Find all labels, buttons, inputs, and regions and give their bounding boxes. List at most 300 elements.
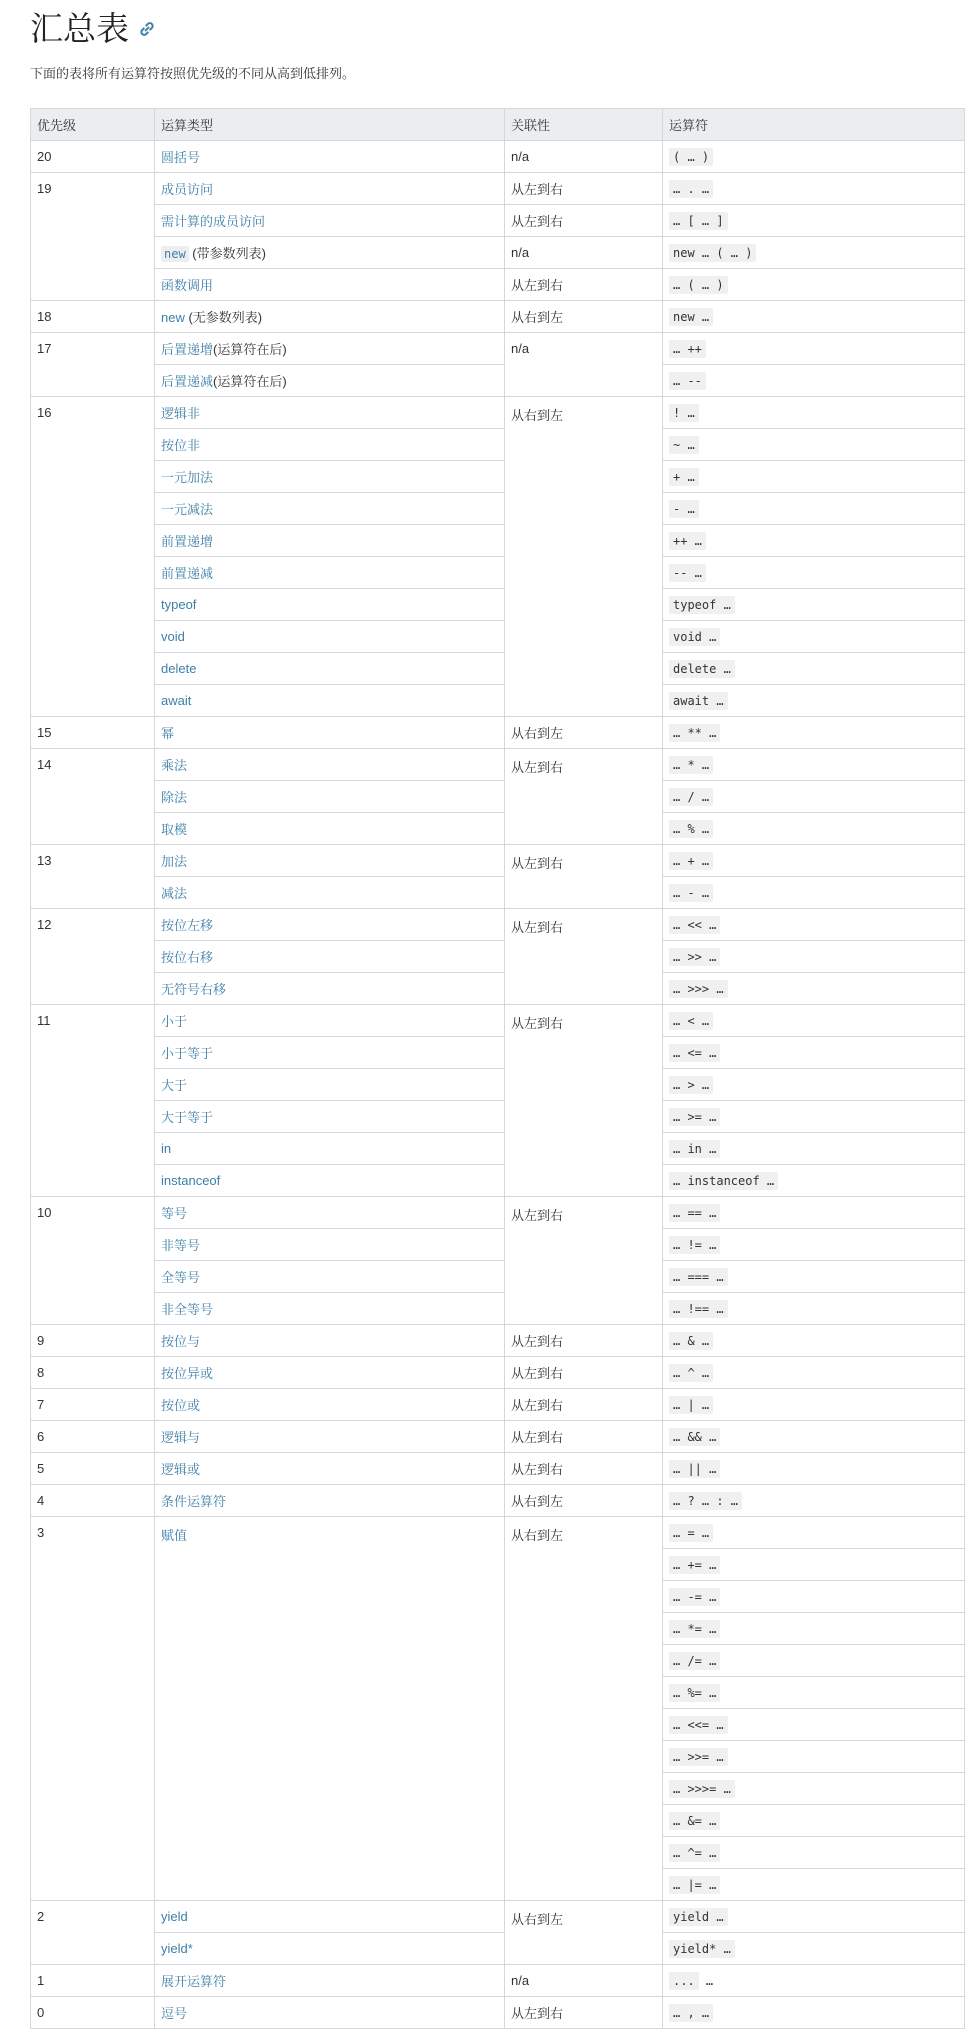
operation-type-cell (155, 749, 505, 781)
operation-type-cell (155, 685, 505, 717)
table-row (31, 525, 965, 557)
operation-type-note: (无参数列表) (184, 310, 263, 325)
precedence-cell: 4 (31, 1485, 155, 1517)
associativity-cell: 从左到右 (505, 1997, 663, 2029)
operator-code: … <= … (669, 1044, 720, 1062)
operation-type-link[interactable]: 除法 (161, 790, 188, 805)
operation-type-link[interactable]: 非全等号 (161, 1302, 214, 1317)
header-associativity: 关联性 (505, 109, 663, 141)
operator-code: … && … (669, 1428, 720, 1446)
associativity-cell: 从左到右 (505, 749, 663, 845)
operator-cell (663, 1677, 965, 1709)
operator-cell (663, 397, 965, 429)
operator-cell (663, 941, 965, 973)
operator-code: … * … (669, 756, 713, 774)
operation-type-link[interactable]: 按位或 (161, 1398, 201, 1413)
table-row (31, 973, 965, 1005)
table-row (31, 429, 965, 461)
operation-type-link[interactable]: 前置递增 (161, 534, 214, 549)
operation-type-link[interactable]: 逗号 (161, 2006, 188, 2021)
operator-code: … *= … (669, 1620, 720, 1638)
operator-code: … - … (669, 884, 713, 902)
operator-cell (663, 1293, 965, 1325)
operator-code: … ( … ) (669, 276, 728, 294)
operator-cell (663, 685, 965, 717)
operator-code: … >>>= … (669, 1780, 735, 1798)
operator-cell (663, 1485, 965, 1517)
operation-type-cell (155, 1165, 505, 1197)
table-row (31, 269, 965, 301)
precedence-cell: 16 (31, 397, 155, 717)
operation-type-cell (155, 205, 505, 237)
operator-cell (663, 365, 965, 397)
associativity-cell: 从左到右 (505, 1453, 663, 1485)
operator-code: … >>= … (669, 1748, 728, 1766)
operator-cell (663, 333, 965, 365)
associativity-cell: 从右到左 (505, 397, 663, 717)
operation-type-cell (155, 1229, 505, 1261)
table-row (31, 941, 965, 973)
operator-code: … < … (669, 1012, 713, 1030)
operation-type-cell (155, 1485, 505, 1517)
operator-cell (663, 877, 965, 909)
operator-cell (663, 1197, 965, 1229)
operator-cell (663, 781, 965, 813)
operation-type-cell (155, 1389, 505, 1421)
operator-cell (663, 909, 965, 941)
operator-code: - … (669, 500, 699, 518)
operator-cell (663, 589, 965, 621)
operation-type-link[interactable]: delete (161, 661, 197, 676)
operation-type-link[interactable]: void (161, 629, 185, 644)
precedence-cell: 18 (31, 301, 155, 333)
table-header (31, 109, 965, 141)
operation-type-cell (155, 1901, 505, 1933)
operator-suffix: … (698, 1974, 714, 1988)
operator-cell (663, 1005, 965, 1037)
operator-code: await … (669, 692, 728, 710)
operator-cell (663, 1709, 965, 1741)
operator-cell (663, 1613, 965, 1645)
operator-cell (663, 749, 965, 781)
operation-type-cell (155, 1197, 505, 1229)
table-row (31, 1165, 965, 1197)
operator-code: … ^= … (669, 1844, 720, 1862)
operation-type-link[interactable]: 成员访问 (161, 182, 214, 197)
operator-cell (663, 461, 965, 493)
operator-cell (663, 1357, 965, 1389)
operation-type-cell (155, 1101, 505, 1133)
operation-type-cell (155, 1069, 505, 1101)
operator-code: … -= … (669, 1588, 720, 1606)
operator-cell (663, 1549, 965, 1581)
operator-cell (663, 1229, 965, 1261)
table-row (31, 1133, 965, 1165)
operation-type-cell (155, 1325, 505, 1357)
operation-type-cell (155, 141, 505, 173)
operation-type-link[interactable]: 按位异或 (161, 1366, 214, 1381)
operator-cell (663, 1645, 965, 1677)
table-row (31, 1389, 965, 1421)
operation-type-cell (155, 589, 505, 621)
table-row (31, 237, 965, 269)
operator-code: … ^ … (669, 1364, 713, 1382)
table-row (31, 909, 965, 941)
associativity-cell: 从左到右 (505, 1197, 663, 1325)
operator-cell (663, 1453, 965, 1485)
table-row (31, 1965, 965, 1997)
operator-code: … in … (669, 1140, 720, 1158)
operation-type-cell (155, 1133, 505, 1165)
operation-type-link[interactable]: 后置递减 (161, 374, 214, 389)
operator-code: … &= … (669, 1812, 720, 1830)
operator-code: … | … (669, 1396, 713, 1414)
operation-type-link[interactable]: 小于等于 (161, 1046, 214, 1061)
operator-code: ++ … (669, 532, 706, 550)
table-row (31, 461, 965, 493)
operator-code: -- … (669, 564, 706, 582)
operation-type-cell (155, 653, 505, 685)
operation-type-link[interactable]: yield (161, 1909, 188, 1924)
operation-type-link[interactable]: 取模 (161, 822, 188, 837)
operation-type-link[interactable]: 圆括号 (161, 150, 201, 165)
header-operation-type: 运算类型 (155, 109, 505, 141)
operation-type-link[interactable]: 按位右移 (161, 950, 214, 965)
operator-cell (663, 429, 965, 461)
table-row (31, 205, 965, 237)
table-row (31, 1901, 965, 1933)
associativity-cell: n/a (505, 141, 663, 173)
precedence-cell: 1 (31, 1965, 155, 1997)
operator-cell (663, 525, 965, 557)
operation-type-link[interactable]: 幂 (161, 726, 175, 741)
operation-type-link[interactable]: 函数调用 (161, 278, 214, 293)
operator-code: … >= … (669, 1108, 720, 1126)
chain-link-icon-svg (139, 21, 155, 37)
operation-type-link[interactable]: 赋值 (161, 1528, 188, 1543)
table-row (31, 1453, 965, 1485)
operator-cell (663, 1421, 965, 1453)
operation-type-link[interactable]: 加法 (161, 854, 188, 869)
operator-code: … === … (669, 1268, 728, 1286)
precedence-cell: 13 (31, 845, 155, 909)
operation-type-link[interactable]: 一元减法 (161, 502, 214, 517)
operator-cell (663, 1389, 965, 1421)
table-row (31, 1933, 965, 1965)
chain-link-icon[interactable] (139, 21, 155, 37)
operator-code: ! … (669, 404, 699, 422)
operator-cell (663, 653, 965, 685)
table-row (31, 813, 965, 845)
operator-code: … %= … (669, 1684, 720, 1702)
operator-code: delete … (669, 660, 735, 678)
operation-type-link[interactable]: await (161, 693, 192, 708)
operator-cell (663, 1773, 965, 1805)
table-row (31, 1197, 965, 1229)
associativity-cell: 从左到右 (505, 1389, 663, 1421)
operator-code: void … (669, 628, 720, 646)
table-row (31, 1485, 965, 1517)
operation-type-link[interactable]: 展开运算符 (161, 1974, 227, 1989)
operation-type-cell (155, 781, 505, 813)
table-row (31, 301, 965, 333)
associativity-cell: 从左到右 (505, 173, 663, 205)
operator-code: … -- (669, 372, 706, 390)
operator-code: … [ … ] (669, 212, 728, 230)
operator-code: … % … (669, 820, 713, 838)
operator-cell (663, 973, 965, 1005)
operator-cell (663, 1037, 965, 1069)
table-row (31, 845, 965, 877)
table-row (31, 493, 965, 525)
operation-type-cell (155, 621, 505, 653)
operator-code: … . … (669, 180, 713, 198)
operation-type-link[interactable]: 逻辑与 (161, 1430, 201, 1445)
associativity-cell: 从右到左 (505, 1485, 663, 1517)
table-row (31, 1101, 965, 1133)
operator-cell (663, 1165, 965, 1197)
operator-cell (663, 205, 965, 237)
table-header-row (31, 109, 965, 141)
operator-code: typeof … (669, 596, 735, 614)
operation-type-cell (155, 1997, 505, 2029)
operation-type-note: (带参数列表) (188, 246, 266, 261)
operation-type-note: (运算符在后) (213, 374, 287, 389)
precedence-cell: 8 (31, 1357, 155, 1389)
operation-type-link[interactable]: 大于 (161, 1078, 188, 1093)
operation-type-link[interactable]: 全等号 (161, 1270, 201, 1285)
precedence-cell: 7 (31, 1389, 155, 1421)
operation-type-link[interactable]: 后置递增 (161, 342, 214, 357)
operation-type-cell (155, 525, 505, 557)
operator-code: … , … (669, 2004, 713, 2022)
precedence-cell: 2 (31, 1901, 155, 1965)
operator-code: yield* … (669, 1940, 735, 1958)
operator-cell (663, 557, 965, 589)
operation-type-link[interactable]: yield* (161, 1941, 193, 1956)
operator-code: … |= … (669, 1876, 720, 1894)
operator-cell (663, 1069, 965, 1101)
operation-type-link[interactable]: 乘法 (161, 758, 188, 773)
precedence-cell: 3 (31, 1517, 155, 1901)
operator-code: … / … (669, 788, 713, 806)
table-row (31, 1325, 965, 1357)
operator-cell (663, 141, 965, 173)
table-row (31, 749, 965, 781)
operation-type-cell (155, 941, 505, 973)
table-row (31, 1069, 965, 1101)
operation-type-cell (155, 269, 505, 301)
operation-type-cell (155, 845, 505, 877)
operation-type-link[interactable]: 小于 (161, 1014, 188, 1029)
table-row (31, 1997, 965, 2029)
operator-code: ~ … (669, 436, 699, 454)
table-row (31, 1229, 965, 1261)
operator-cell (663, 813, 965, 845)
operator-code: new … (669, 308, 713, 326)
operation-type-link[interactable]: 逻辑非 (161, 406, 201, 421)
operator-code: … != … (669, 1236, 720, 1254)
operator-code: … ** … (669, 724, 720, 742)
precedence-cell: 6 (31, 1421, 155, 1453)
operator-cell (663, 1325, 965, 1357)
operator-cell (663, 1101, 965, 1133)
operation-type-cell (155, 877, 505, 909)
table-row (31, 653, 965, 685)
precedence-cell: 12 (31, 909, 155, 1005)
operation-type-cell (155, 1965, 505, 1997)
operator-code: … += … (669, 1556, 720, 1574)
associativity-cell: 从右到左 (505, 1901, 663, 1965)
associativity-cell: 从左到右 (505, 269, 663, 301)
operation-type-cell (155, 397, 505, 429)
operation-type-link[interactable]: 按位与 (161, 1334, 201, 1349)
operation-type-link[interactable]: 按位左移 (161, 918, 214, 933)
precedence-cell: 15 (31, 717, 155, 749)
operation-type-link[interactable]: 需计算的成员访问 (161, 214, 266, 229)
operator-cell (663, 1965, 965, 1997)
table-row (31, 1293, 965, 1325)
precedence-cell: 11 (31, 1005, 155, 1197)
operation-type-cell (155, 237, 505, 269)
table-row (31, 1261, 965, 1293)
operator-code: ... (669, 1972, 699, 1990)
operator-cell (663, 493, 965, 525)
operation-type-code-link[interactable]: new (161, 246, 189, 262)
table-row (31, 781, 965, 813)
operator-code: … ++ (669, 340, 706, 358)
operation-type-cell (155, 461, 505, 493)
table-row (31, 1005, 965, 1037)
table-row (31, 173, 965, 205)
operation-type-link[interactable]: 条件运算符 (161, 1494, 227, 1509)
operator-cell (663, 1261, 965, 1293)
operation-type-link[interactable]: 逻辑或 (161, 1462, 201, 1477)
operator-cell (663, 621, 965, 653)
operation-type-link[interactable]: 大于等于 (161, 1110, 214, 1125)
operation-type-cell (155, 973, 505, 1005)
table-row (31, 685, 965, 717)
operation-type-link[interactable]: 前置递减 (161, 566, 214, 581)
operation-type-cell (155, 1005, 505, 1037)
operator-code: ( … ) (669, 148, 713, 166)
associativity-cell: n/a (505, 1965, 663, 1997)
table-row (31, 1357, 965, 1389)
operator-cell (663, 1997, 965, 2029)
associativity-cell: 从左到右 (505, 205, 663, 237)
operation-type-cell (155, 429, 505, 461)
operation-type-link[interactable]: in (161, 1141, 172, 1156)
associativity-cell: 从左到右 (505, 909, 663, 1005)
operator-cell (663, 237, 965, 269)
operator-cell (663, 1933, 965, 1965)
operation-type-cell (155, 1517, 505, 1901)
page-title: 汇总表 (30, 9, 129, 48)
operator-code: … >> … (669, 948, 720, 966)
operator-cell (663, 1133, 965, 1165)
table-row (31, 365, 965, 397)
operation-type-cell (155, 1453, 505, 1485)
title-row (30, 6, 155, 52)
operation-type-cell (155, 301, 505, 333)
operation-type-cell (155, 909, 505, 941)
associativity-cell: n/a (505, 333, 663, 397)
precedence-cell: 0 (31, 1997, 155, 2029)
precedence-cell: 10 (31, 1197, 155, 1325)
precedence-cell: 9 (31, 1325, 155, 1357)
associativity-cell: 从左到右 (505, 845, 663, 909)
operator-code: … & … (669, 1332, 713, 1350)
operation-type-cell (155, 813, 505, 845)
associativity-cell: n/a (505, 237, 663, 269)
header-operator: 运算符 (663, 109, 965, 141)
operator-code: … > … (669, 1076, 713, 1094)
operation-type-link[interactable]: 按位非 (161, 438, 201, 453)
table-row (31, 1421, 965, 1453)
operation-type-link[interactable]: 无符号右移 (161, 982, 227, 997)
operator-code: … << … (669, 916, 720, 934)
operator-code: … || … (669, 1460, 720, 1478)
operation-type-cell (155, 557, 505, 589)
precedence-cell: 19 (31, 173, 155, 301)
intro-text: 下面的表将所有运算符按照优先级的不同从高到低排列。 (30, 66, 356, 81)
operation-type-cell (155, 1357, 505, 1389)
operation-type-link[interactable]: 等号 (161, 1206, 188, 1221)
operator-cell (663, 1837, 965, 1869)
operator-code: … /= … (669, 1652, 720, 1670)
operation-type-cell (155, 1421, 505, 1453)
operation-type-link[interactable]: 非等号 (161, 1238, 201, 1253)
operation-type-cell (155, 333, 505, 365)
table-row (31, 333, 965, 365)
operator-cell (663, 1581, 965, 1613)
table-row (31, 1517, 965, 1549)
operation-type-link[interactable]: 一元加法 (161, 470, 214, 485)
precedence-cell: 17 (31, 333, 155, 397)
table-row (31, 717, 965, 749)
operator-cell (663, 1901, 965, 1933)
operator-code: yield … (669, 1908, 728, 1926)
operator-code: … == … (669, 1204, 720, 1222)
operator-cell (663, 1805, 965, 1837)
operator-code: … <<= … (669, 1716, 728, 1734)
operator-cell (663, 173, 965, 205)
operation-type-link[interactable]: instanceof (161, 1173, 221, 1188)
associativity-cell: 从左到右 (505, 1005, 663, 1197)
operation-type-cell (155, 493, 505, 525)
operator-code: … !== … (669, 1300, 728, 1318)
precedence-cell: 14 (31, 749, 155, 845)
associativity-cell: 从左到右 (505, 1421, 663, 1453)
operator-cell (663, 717, 965, 749)
operation-type-cell (155, 717, 505, 749)
header-precedence: 优先级 (31, 109, 155, 141)
table-row (31, 877, 965, 909)
operation-type-link[interactable]: typeof (161, 597, 197, 612)
associativity-cell: 从右到左 (505, 301, 663, 333)
operation-type-cell (155, 1293, 505, 1325)
operator-cell (663, 1517, 965, 1549)
operation-type-link[interactable]: 减法 (161, 886, 188, 901)
associativity-cell: 从右到左 (505, 717, 663, 749)
operation-type-cell (155, 173, 505, 205)
operator-code: new … ( … ) (669, 244, 756, 262)
operation-type-cell (155, 1261, 505, 1293)
operator-code: … >>> … (669, 980, 728, 998)
operation-type-note: (运算符在后) (213, 342, 287, 357)
operation-type-link[interactable]: new (161, 310, 185, 325)
table-row (31, 589, 965, 621)
